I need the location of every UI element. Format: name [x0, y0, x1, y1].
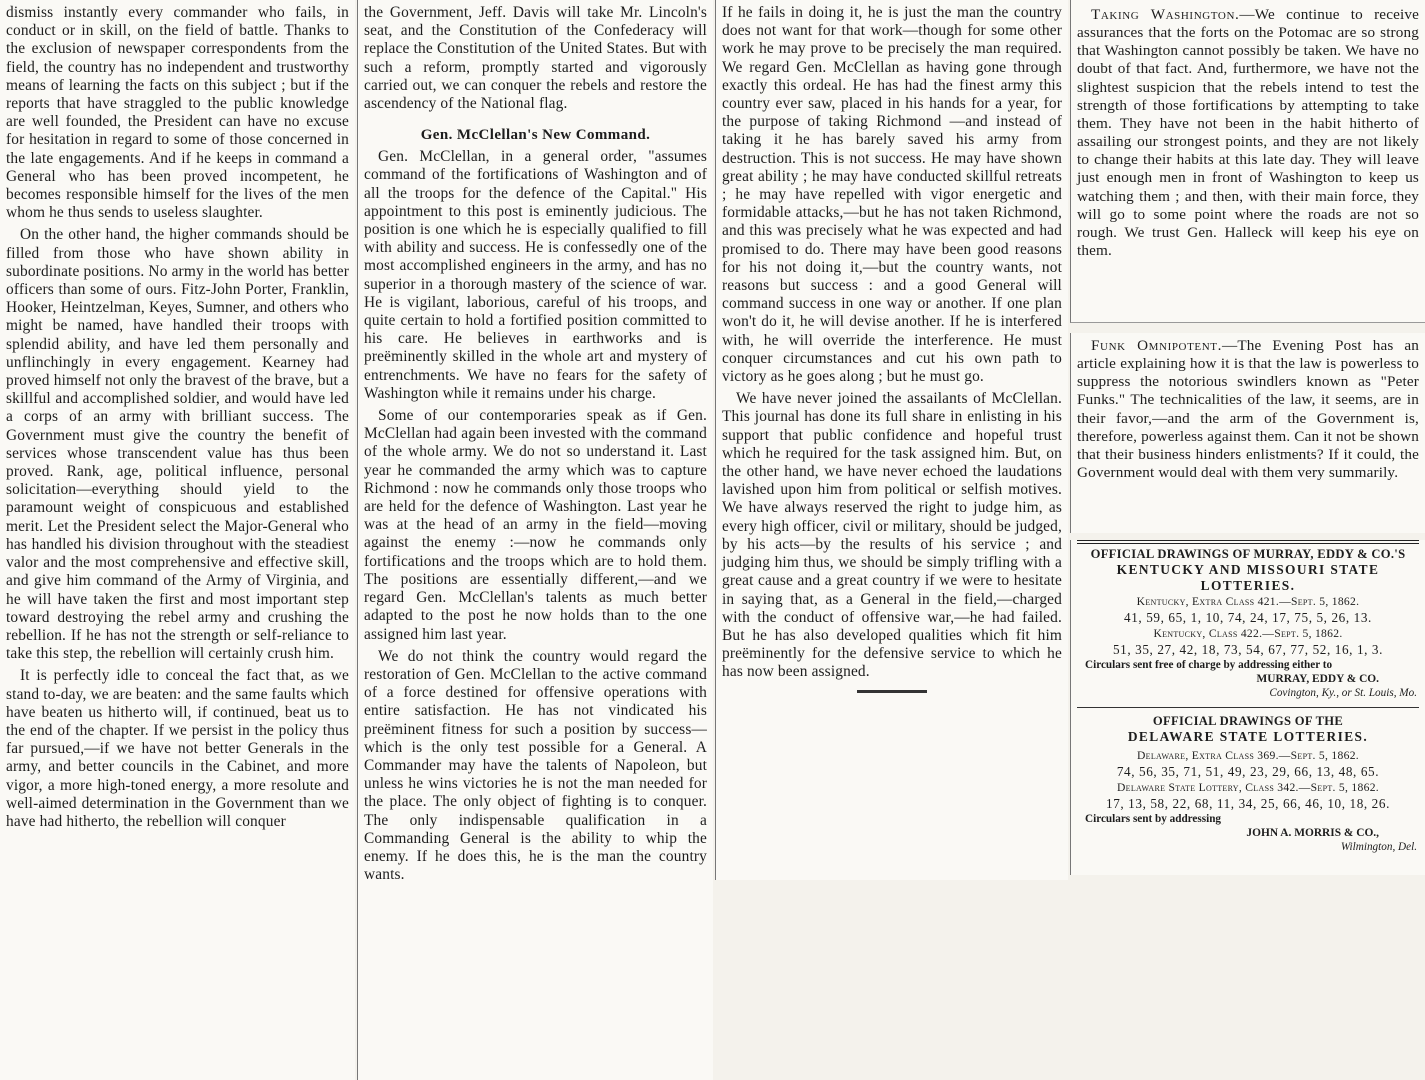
article-heading-mcclellan: Gen. McClellan's New Command. — [420, 127, 651, 144]
funk-omnipotent-body: —The Evening Post has an article explaining how it is that the law is powerless to suppress the notorious swindlers known as "Peter Funks." The technicalities of the law, it seems, are in their favor,—and the arm of the Government is, therefore, powerless against them. Can it not be shown that their business hinders enlistments? If it could, the Government would deal with them very summarily. — [1077, 337, 1419, 482]
article-funk-omnipotent — [1070, 333, 1425, 533]
lottery1-title-3: LOTTERIES. — [1200, 578, 1296, 593]
ad-top-rule — [1077, 540, 1419, 544]
lottery2-draw2-numbers: 17, 13, 58, 22, 68, 11, 34, 25, 66, 46, 10, 18, 26. — [1106, 796, 1390, 811]
lottery-ad-delaware — [1077, 714, 1419, 854]
lottery2-city: Wilmington, Del. — [1340, 841, 1417, 853]
ad-divider — [1077, 707, 1419, 708]
lottery-advertisements — [1070, 540, 1425, 875]
lottery1-circulars: Circulars sent free of charge by addressing either to — [1085, 659, 1333, 671]
col2-paragraph-3: Some of our contemporaries speak as if Gen. McClellan had again been invested with the command of the whole army. We do not so understand it. Last year he commanded the army which was to capture Richmond : now he commands only those troops who are held for the defence of Washington. Last year he was at the head of an army in the field—moving against the enemy :—now he commands only fortifications and the troops which are to hold them. The positions are essentially different,—and we regard Gen. McClellan's talents as much better adapted to the post he now holds than to the one assigned him last year. — [364, 407, 707, 643]
lottery-ad-kentucky — [1077, 547, 1419, 700]
lottery2-draw1-numbers: 74, 56, 35, 71, 51, 49, 23, 29, 66, 13, 48, 65. — [1116, 764, 1380, 779]
column-3 — [715, 0, 1068, 880]
lottery1-draw2-label: Kentucky, Class 422.—Sept. 5, 1862. — [1153, 627, 1343, 640]
article-taking-washington — [1070, 0, 1425, 323]
taking-washington-body: —We continue to receive assurances that the forts on the Potomac are so strong that Washington cannot possibly be taken. We have no doubt of that fact. And, furthermore, we have not the slightest suspicion that the rebels intend to test the strength of those fortifications by attempting to take them. They have not been in the habit hitherto of assailing our strongest points, and they are not likely to change their habits at this late day. They will leave just enough men in front of Washington to keep us watching them ; and then, with their main force, they will go to some point where the roads are not so rough. We trust Gen. Halleck will keep his eye on them. — [1077, 6, 1419, 260]
lottery2-title-1: OFFICIAL DRAWINGS OF THE — [1152, 714, 1344, 728]
lottery1-draw2-numbers: 51, 35, 27, 42, 18, 73, 54, 67, 77, 52, 16, 1, 3. — [1112, 642, 1384, 657]
lottery2-title-2: DELAWARE STATE LOTTERIES. — [1127, 729, 1369, 744]
lottery2-draw2-label: Delaware State Lottery, Class 342.—Sept. 5, 1862. — [1116, 781, 1379, 794]
lottery2-circulars: Circulars sent by addressing — [1085, 813, 1222, 825]
lottery1-agent: MURRAY, EDDY & CO. — [1256, 673, 1379, 685]
lottery1-draw1-numbers: 41, 59, 65, 1, 10, 74, 24, 17, 75, 5, 26, 13. — [1124, 610, 1372, 625]
col1-paragraph-2: On the other hand, the higher commands should be filled from those who have shown ability in subordinate positions. No army in the world has better officers than some of ours. Fitz-John Porter, Franklin, Hooker, Heintzelman, Keyes, Sumner, and others who might be named, have handled their troops with splendid ability, and have led them personally and unflinchingly in every engagement. Kearney had proved himself not only the bravest of the brave, but a skillful and accomplished soldier, and would have led a corps of an army with brilliant success. The Government must give the country the benefit of services whose transcendent value has thus been proved. Rank, age, political influence, personal solicitation—everything should yield to the paramount weight of conspicuous and established merit. Let the President select the Major-General who has handled his division throughout with the steadiest valor and the most comprehensive and effective skill, and give him command of the Army of Virginia, and he will have taken the first and most important step toward destroying the rebel army and crushing the rebellion. If he has not the strength or self-reliance to take this step, the rebellion will certainly crush him. — [6, 226, 349, 663]
lottery1-city: Covington, Ky., or St. Louis, Mo. — [1269, 687, 1417, 699]
lottery1-draw1-label: Kentucky, Extra Class 421.—Sept. 5, 1862. — [1136, 595, 1360, 608]
lottery2-draw1-label: Delaware, Extra Class 369.—Sept. 5, 1862. — [1136, 749, 1360, 762]
col3-paragraph-2: We have never joined the assailants of McClellan. This journal has done its full share in enlisting in his support that public confidence and hopeful trust which he required for the task assigned him. But, on the other hand, we have never echoed the laudations lavished upon him from political or selfish motives. We have always reserved the right to judge him, as every high officer, civil or military, should be judged, by his acts—by the results of his service ; and judging him thus, we should be simply trifling with a great cause and a great country if we were to hesitate in saying that, as a General in the field,—charged with the conduct of offensive war,—he had failed. But he has also developed qualities which fit him preëminently for the defensive service to which he has now been assigned. — [722, 390, 1062, 681]
section-rule — [857, 690, 927, 693]
lottery1-title-2: KENTUCKY AND MISSOURI STATE — [1116, 562, 1380, 577]
column-1 — [0, 0, 355, 1080]
col2-paragraph-2: Gen. McClellan, in a general order, "assumes command of the fortifications of Washington and of all the troops for the defence of the Capital." His appointment to this post is eminently judicious. The position is one which he is especially qualified to fill with ability and success. He is confessedly one of the most accomplished engineers in the army, and has no superior in a thorough mastery of the science of war. He is vigilant, laborious, careful of his troops, and quite certain to hold a fortified position committed to his care. He believes in earthworks and is preëminently skilled in the whole art and mystery of entrenchments. We have no fears for the safety of Washington while it remains under his charge. — [364, 148, 707, 402]
funk-omnipotent-title: Funk Omnipotent. — [1091, 337, 1222, 354]
lottery1-title-1: OFFICIAL DRAWINGS OF MURRAY, EDDY & CO.'S — [1090, 547, 1406, 561]
col2-paragraph-4: We do not think the country would regard the restoration of Gen. McClellan to the active command of a force destined for offensive operations with entire satisfaction. He has not vindicated his preëminent fitness for such a position by success—which is the only test possible for a General. A Commander may have the talents of Napoleon, but unless he wins victories he is not the man needed for the place. The only object of fighting is to conquer. The only indispensable qualification in a Commanding General is the ability to whip the enemy. If he does this, he is the man the country wants. — [364, 647, 707, 884]
col1-paragraph-3: It is perfectly idle to conceal the fact that, as we stand to-day, we are beaten: and the same faults which have beaten us hitherto will, if continued, beat us to the end of the chapter. If we persist in the policy thus far pursued,—if we have not better Generals in the army, and better councils in the Cabinet, and more vigor, a more high-toned energy, a more resolute and well-aimed determination in the Government than we have had hitherto, the rebellion will conquer — [6, 667, 350, 830]
column-2 — [357, 0, 713, 1080]
lottery2-agent: JOHN A. MORRIS & CO., — [1246, 827, 1379, 839]
taking-washington-title: Taking Washington. — [1091, 6, 1240, 23]
col1-paragraph-1: dismiss instantly every commander who fails, in conduct or in skill, on the field of battle. Thanks to the exclusion of newspaper correspondents from the field, the country has no independent and trustworthy means of learning the facts on this subject ; but if the reports that have straggled to the public knowledge are well founded, the President can have no excuse for hesitation in regard to some of those concerned in the late engagements. And if he keeps in command a General who has been proved incompetent, he becomes responsible himself for the lives of the men whom he thus sends to useless slaughter. — [6, 4, 349, 222]
col2-paragraph-1: the Government, Jeff. Davis will take Mr. Lincoln's seat, and the Constitution of the Confederacy will replace the Constitution of the United States. But with such a reform, promptly started and vigorously carried out, we can conquer the rebels and restore the ascendency of the National flag. — [364, 4, 707, 113]
col3-paragraph-1: If he fails in doing it, he is just the man the country does not want for that work—though for some other work he may prove to be precisely the man required. We regard Gen. McClellan as having gone through exactly this ordeal. He has had the finest army this country ever saw, placed in his hands for a year, for the purpose of taking Richmond —and instead of taking it he has barely saved his army from destruction. This is not success. He may have shown great ability ; he may have conducted skillful retreats ; he may have repelled with vigor energetic and formidable attacks,—but he has not taken Richmond, and this was precisely what he was expected and had promised to do. There may have been good reasons for his not doing it,—but the country wants, not reasons but success : and a good General will command success in one way or another. If one plan won't do it, he will devise another. If he is interfered with, he will override the interference. He must conquer circumstances and cut his own path to victory as he goes along ; but he must go. — [722, 4, 1062, 386]
